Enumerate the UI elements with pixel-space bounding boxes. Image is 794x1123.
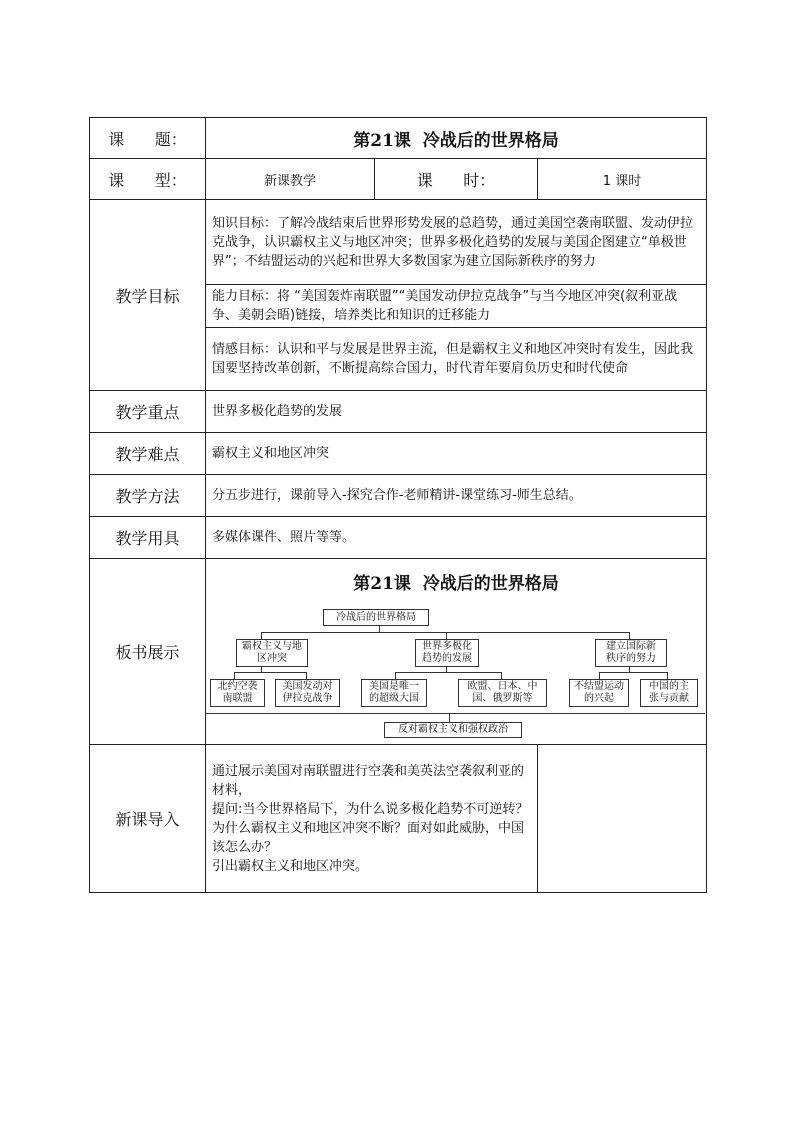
connector-line [446, 632, 447, 639]
hours-label: 课 时： [375, 159, 538, 200]
lesson-title: 第21课 冷战后的世界格局 [206, 118, 707, 159]
intro-line: 提问:当今世界格局下，为什么说多极化趋势不可逆转？为什么霸权主义和地区冲突不断？面对如此威胁，中国该怎么办？ [212, 801, 529, 855]
knowledge-objective: 知识目标：了解冷战结束后世界形势发展的总趋势，通过美国空袭南联盟、发动伊拉克战争，认识霸权主义与地区冲突；世界多极化趋势的发展与美国企图建立“单极世界”；不结盟运动的兴起和世界大多数国家为建立国际新秩序的努力 [206, 200, 707, 285]
connector-line [446, 667, 447, 673]
connector-line [395, 672, 396, 679]
root-node: 冷战后的世界格局 [323, 609, 429, 626]
connector-line [234, 672, 307, 673]
lesson-plan-table [89, 117, 707, 893]
objectives-label: 教学目标 [90, 200, 206, 391]
tools-label: 教学用具 [90, 517, 206, 559]
connector-line [261, 667, 262, 673]
key-point-value: 世界多极化趋势的发展 [206, 391, 707, 433]
branch-node-hegemony: 霸权主义与地区冲突 [236, 639, 308, 667]
connector-line [261, 632, 629, 633]
key-point-label: 教学重点 [90, 391, 206, 433]
connector-line [599, 672, 668, 673]
connector-line [306, 672, 307, 679]
leaf-node-iraq-war: 美国发动对伊拉克战争 [275, 679, 340, 707]
intro-content [206, 745, 538, 893]
intro-label: 新课导入 [90, 745, 206, 893]
connector-line [206, 713, 705, 714]
tools-value: 多媒体课件、照片等等。 [206, 517, 707, 559]
board-title: 第21课 冷战后的世界格局 [353, 574, 559, 594]
branch-node-new-order: 建立国际新秩序的努力 [595, 639, 667, 667]
intro-line: 通过展示美国对南联盟进行空袭和美英法空袭叙利亚的材料， [212, 763, 525, 798]
topic-label: 课 题： [90, 118, 206, 159]
connector-line [501, 672, 502, 679]
connector-line [667, 672, 668, 679]
board-cell [206, 559, 707, 745]
connector-line [629, 667, 630, 673]
intro-notes-cell [538, 745, 707, 893]
connector-line [449, 713, 450, 722]
connector-line [261, 632, 262, 639]
leaf-node-powers: 欧盟、日本、中国、俄罗斯等 [458, 679, 547, 707]
leaf-node-nato: 北约空袭南联盟 [210, 679, 265, 707]
difficulty-label: 教学难点 [90, 433, 206, 475]
method-value: 分五步进行，课前导入-探究合作-老师精讲-课堂练习-师生总结。 [206, 475, 707, 517]
connector-line [234, 672, 235, 679]
bottom-node: 反对霸权主义和强权政治 [384, 722, 522, 738]
difficulty-value: 霸权主义和地区冲突 [206, 433, 707, 475]
board-diagram [206, 559, 706, 744]
leaf-node-nonaligned: 不结盟运动的兴起 [569, 679, 629, 707]
intro-line: 引出霸权主义和地区冲突。 [212, 858, 369, 874]
emotion-objective: 情感目标：认识和平与发展是世界主流，但是霸权主义和地区冲突时有发生，因此我国要坚持改革创新，不断提高综合国力，时代青年要肩负历史和时代使命 [206, 328, 707, 391]
branch-node-multipolar: 世界多极化趋势的发展 [415, 639, 479, 667]
board-label: 板书展示 [90, 559, 206, 745]
method-label: 教学方法 [90, 475, 206, 517]
ability-objective: 能力目标：将 “美国轰炸南联盟”“美国发动伊拉克战争”与当今地区冲突(叙利亚战争、美朝会晤)链接，培养类比和知识的迁移能力 [206, 285, 707, 328]
type-label: 课 型： [90, 159, 206, 200]
connector-line [629, 632, 630, 639]
connector-line [599, 672, 600, 679]
hours-value: 1 课时 [538, 159, 707, 200]
type-value: 新课教学 [206, 159, 375, 200]
leaf-node-superpower: 美国是唯一的超级大国 [361, 679, 427, 707]
connector-line [395, 672, 502, 673]
leaf-node-china: 中国的主张与贡献 [640, 679, 698, 707]
